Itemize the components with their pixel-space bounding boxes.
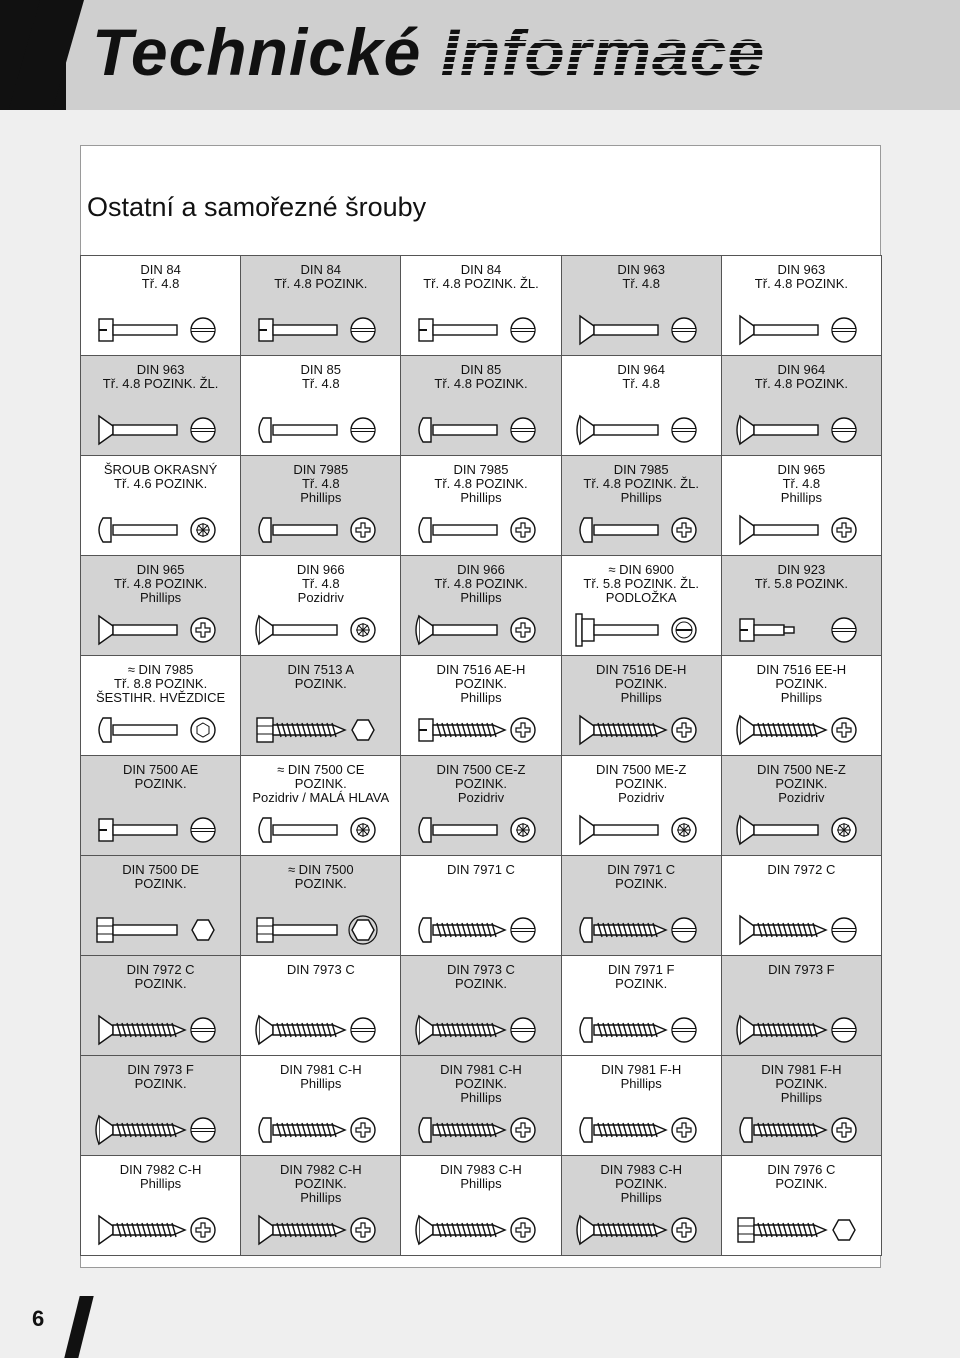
screw-label xyxy=(562,356,721,391)
pan-head-tapping-screw-icon xyxy=(562,1008,722,1052)
screw-label-line: DIN 7973 F xyxy=(768,962,835,977)
hex-flange-bolt-icon xyxy=(241,908,401,952)
screw-label-line: DIN 7981 F-H xyxy=(601,1062,682,1077)
screw-cell xyxy=(80,1155,241,1256)
screw-label xyxy=(241,756,400,805)
screw-cell xyxy=(400,455,561,556)
screw-label-line: Tř. 4.8 xyxy=(622,376,660,391)
screw-label xyxy=(241,556,400,605)
screw-label-line: DIN 7983 C-H xyxy=(600,1162,682,1177)
raised-countersunk-slotted-screw-icon xyxy=(722,408,882,452)
screw-cell xyxy=(240,355,401,456)
screw-cell xyxy=(561,955,722,1056)
screw-cell xyxy=(240,1155,401,1256)
screw-label-line: DIN 923 xyxy=(777,562,826,577)
screw-label-line: ≈ DIN 6900 xyxy=(608,562,675,577)
screw-label-line: Pozidriv xyxy=(618,790,665,805)
section-title: Ostatní a samořezné šrouby xyxy=(87,192,427,222)
screw-label xyxy=(401,456,560,505)
screw-label-line: POZINK. xyxy=(775,676,828,691)
countersunk-tapping-screw-icon xyxy=(722,908,882,952)
screw-cell xyxy=(721,355,882,456)
raised-countersunk-phillips-tapping-screw-icon xyxy=(401,1208,561,1252)
screw-label xyxy=(81,256,240,291)
screw-label-line: Tř. 5.8 POZINK. xyxy=(754,576,848,591)
screw-label xyxy=(241,256,400,291)
screw-label xyxy=(81,956,240,991)
screw-label-line: DIN 84 xyxy=(300,262,342,277)
page-header xyxy=(0,0,960,110)
screw-label-line: DIN 7982 C-H xyxy=(279,1162,362,1177)
pan-head-phillips-screw-icon xyxy=(241,508,401,552)
screw-label-line: Pozidriv xyxy=(297,590,344,605)
screw-label-line: DIN 7973 C xyxy=(286,962,355,977)
hex-head-tapping-screw-icon xyxy=(722,1208,882,1252)
screw-label-line: POZINK. xyxy=(615,676,668,691)
screw-label xyxy=(562,956,721,991)
screw-label-line: DIN 7983 C-H xyxy=(440,1162,522,1177)
screw-cell xyxy=(400,255,561,356)
screw-label xyxy=(401,956,560,991)
screw-label xyxy=(81,356,240,391)
screw-label xyxy=(81,756,240,791)
screw-label-line: DIN 7971 C xyxy=(447,862,515,877)
screw-label-line: DIN 966 xyxy=(296,562,345,577)
pan-head-phillips-tapping-screw-icon xyxy=(241,1108,401,1152)
screw-label-line: Phillips xyxy=(460,690,502,705)
screw-cell xyxy=(80,255,241,356)
screw-cell xyxy=(400,1155,561,1256)
screw-label-line: DIN 7981 C-H xyxy=(440,1062,522,1077)
screw-label-line: Tř. 5.8 POZINK. ŽL. xyxy=(583,576,699,591)
countersunk-tapping-screw-icon xyxy=(81,1008,241,1052)
screw-label-line: Tř. 4.8 POZINK. xyxy=(754,276,848,291)
screw-cell xyxy=(400,555,561,656)
screw-label-line: DIN 7500 AE xyxy=(123,762,199,777)
raised-countersunk-slotted-screw-icon xyxy=(562,408,722,452)
screw-label-line: DIN 965 xyxy=(136,562,185,577)
screw-cell xyxy=(80,555,241,656)
screw-label-line: DIN 963 xyxy=(136,362,185,377)
screw-label-line: Phillips xyxy=(460,490,502,505)
screw-label xyxy=(562,756,721,805)
screw-label-line: DIN 7982 C-H xyxy=(119,1162,202,1177)
screw-label-line: Tř. 8.8 POZINK. xyxy=(114,676,208,691)
screw-label-line: POZINK. xyxy=(615,976,668,991)
screw-label-line: Tř. 4.8 xyxy=(141,276,180,291)
screw-cell xyxy=(561,755,722,856)
screw-label-line: DIN 7972 C xyxy=(126,962,195,977)
screw-cell xyxy=(400,1055,561,1156)
screw-label xyxy=(722,556,881,591)
cheese-head-slotted-screw-icon xyxy=(81,808,241,852)
raised-countersunk-pozidriv-screw-icon xyxy=(722,808,882,852)
screw-label-line: POZINK. xyxy=(294,876,347,891)
screw-label-line: Phillips xyxy=(780,690,822,705)
screw-label-line: DIN 7516 DE-H xyxy=(596,662,687,677)
screw-label-line: ≈ DIN 7500 CE xyxy=(277,762,365,777)
screw-label-line: Phillips xyxy=(620,490,662,505)
screw-label-line: Phillips xyxy=(460,1176,502,1191)
screw-label-line: ŠROUB OKRASNÝ xyxy=(103,462,218,477)
screw-label-line: POZINK. xyxy=(775,1076,828,1091)
screw-label-line: DIN 7976 C xyxy=(767,1162,836,1177)
screw-cell xyxy=(721,255,882,356)
screw-label-line: Tř. 4.8 xyxy=(782,476,821,491)
screw-label-line: Tř. 4.8 POZINK. xyxy=(114,576,208,591)
screw-label xyxy=(722,456,881,505)
screw-label-line: DIN 85 xyxy=(460,362,502,377)
screw-cell xyxy=(400,655,561,756)
pan-head-phillips-screw-icon xyxy=(562,508,722,552)
screw-label-line: Pozidriv / MALÁ HLAVA xyxy=(252,790,390,805)
screw-label-line: DIN 7513 A xyxy=(287,662,355,677)
screw-cell xyxy=(80,755,241,856)
shoulder-slotted-screw-icon xyxy=(722,608,882,652)
screw-label-line: DIN 7516 AE-H xyxy=(436,662,526,677)
screw-label-line: DIN 7973 C xyxy=(447,962,515,977)
screw-label-line: POZINK. xyxy=(615,1176,668,1191)
countersunk-slotted-screw-icon xyxy=(81,408,241,452)
screw-cell xyxy=(400,955,561,1056)
screw-cell xyxy=(561,655,722,756)
screw-label-line: Tř. 4.8 POZINK. xyxy=(434,376,528,391)
screw-label-line: DIN 85 xyxy=(300,362,342,377)
screw-label xyxy=(562,456,721,505)
screw-label xyxy=(722,956,881,977)
screw-cell xyxy=(561,355,722,456)
raised-countersunk-tapping-screw-icon xyxy=(401,1008,561,1052)
countersunk-pozidriv-screw-icon xyxy=(562,808,722,852)
pan-head-slotted-screw-icon xyxy=(241,408,401,452)
screw-label xyxy=(401,256,560,291)
screw-label xyxy=(241,956,400,977)
screw-label xyxy=(241,356,400,391)
screw-label-line: DIN 7500 ME-Z xyxy=(596,762,687,777)
screw-label-line: DIN 7981 F-H xyxy=(761,1062,842,1077)
screw-label xyxy=(722,1156,881,1191)
screw-label-line: Tř. 4.8 POZINK. xyxy=(434,476,528,491)
screw-cell xyxy=(561,1055,722,1156)
screw-label xyxy=(81,556,240,605)
pan-head-phillips-tapping-screw-icon xyxy=(722,1108,882,1152)
screw-label-line: DIN 7981 C-H xyxy=(279,1062,362,1077)
screw-label-line: Tř. 4.8 xyxy=(301,476,340,491)
screw-label xyxy=(81,456,240,491)
screw-cell xyxy=(80,955,241,1056)
screw-label xyxy=(562,256,721,291)
screw-label-line: POZINK. xyxy=(454,776,507,791)
pan-head-phillips-screw-icon xyxy=(401,508,561,552)
screw-label-line: DIN 7500 NE-Z xyxy=(756,762,846,777)
screw-label-line: POZINK. xyxy=(615,876,668,891)
countersunk-thread-cutting-screw-icon xyxy=(562,708,722,752)
screw-label-line: DIN 965 xyxy=(777,462,826,477)
screw-label-line: Phillips xyxy=(620,1190,662,1205)
screw-cell xyxy=(80,355,241,456)
screw-label-line: Tř. 4.8 POZINK. ŽL. xyxy=(583,476,699,491)
screw-label xyxy=(722,256,881,291)
screw-label xyxy=(81,1156,240,1191)
screw-label-line: Tř. 4.8 POZINK. ŽL. xyxy=(423,276,539,291)
screw-label-line: ŠESTIHR. HVĚZDICE xyxy=(95,690,226,705)
countersunk-phillips-screw-icon xyxy=(722,508,882,552)
screw-label-line: Phillips xyxy=(140,590,182,605)
screw-label-line: Tř. 4.8 POZINK. xyxy=(434,576,528,591)
screw-cell xyxy=(240,555,401,656)
cheese-head-slotted-screw-icon xyxy=(81,308,241,352)
screw-cell xyxy=(80,855,241,956)
screw-with-washer-icon xyxy=(562,608,722,652)
pan-head-tapping-screw-icon xyxy=(562,908,722,952)
screw-label-line: DIN 7972 C xyxy=(767,862,836,877)
screw-label-line: POZINK. xyxy=(294,1176,347,1191)
screw-label xyxy=(722,1056,881,1105)
screw-label-line: DIN 7500 CE-Z xyxy=(436,762,526,777)
countersunk-slotted-screw-icon xyxy=(722,308,882,352)
cheese-head-slotted-screw-icon xyxy=(241,308,401,352)
raised-countersunk-tapping-screw-icon xyxy=(241,1008,401,1052)
screw-label-line: POZINK. xyxy=(615,776,668,791)
screw-label xyxy=(722,856,881,877)
screw-label-line: DIN 7985 xyxy=(453,462,509,477)
decorative-screw-icon xyxy=(81,508,241,552)
screw-label xyxy=(241,856,400,891)
screw-label-line: Tř. 4.8 xyxy=(301,576,340,591)
screw-label xyxy=(401,356,560,391)
screw-label-line: DIN 84 xyxy=(140,262,181,277)
screw-label-line: DIN 7500 DE xyxy=(122,862,199,877)
screw-cell xyxy=(240,955,401,1056)
screw-label xyxy=(722,356,881,391)
screw-cell xyxy=(240,855,401,956)
pan-head-slotted-screw-icon xyxy=(401,408,561,452)
screw-label-line: POZINK. xyxy=(775,1176,828,1191)
screw-label-line: Phillips xyxy=(140,1176,182,1191)
screw-label-line: POZINK. xyxy=(134,776,187,791)
countersunk-phillips-screw-icon xyxy=(81,608,241,652)
screw-label-line: Phillips xyxy=(460,1090,502,1105)
screw-cell xyxy=(561,1155,722,1256)
screw-label-line: Tř. 4.6 POZINK. xyxy=(114,476,208,491)
screw-label-line: POZINK. xyxy=(134,976,187,991)
screw-cell xyxy=(721,1155,882,1256)
screw-label xyxy=(241,656,400,691)
screw-cell xyxy=(80,455,241,556)
screw-label-line: Pozidriv xyxy=(778,790,825,805)
screw-cell xyxy=(240,655,401,756)
screw-label-line: Tř. 4.8 POZINK. xyxy=(754,376,848,391)
screw-label-line: DIN 963 xyxy=(617,262,666,277)
raised-countersunk-pozidriv-screw-icon xyxy=(241,608,401,652)
screw-label-line: Phillips xyxy=(620,690,662,705)
raised-countersunk-thread-cutting-screw-icon xyxy=(722,708,882,752)
screw-label xyxy=(401,756,560,805)
screw-label-line: POZINK. xyxy=(775,776,828,791)
screw-label-line: Tř. 4.8 POZINK. ŽL. xyxy=(102,376,219,391)
screw-cell xyxy=(80,1055,241,1156)
pan-head-phillips-tapping-screw-icon xyxy=(401,1108,561,1152)
pan-head-pozidriv-screw-icon xyxy=(241,808,401,852)
screw-cell xyxy=(721,455,882,556)
screw-label-line: Tř. 4.8 xyxy=(622,276,660,291)
pan-thread-cutting-screw-icon xyxy=(401,708,561,752)
screw-label-line: DIN 7985 xyxy=(293,462,349,477)
pan-head-pozidriv-screw-icon xyxy=(401,808,561,852)
screw-label xyxy=(722,656,881,705)
screw-label-line: POZINK. xyxy=(134,1076,187,1091)
screw-label-line: DIN 964 xyxy=(617,362,666,377)
screw-label xyxy=(562,656,721,705)
screw-label-line: POZINK. xyxy=(454,976,507,991)
screw-label xyxy=(562,556,721,605)
screw-label xyxy=(81,1056,240,1091)
page-title-word1: Technické xyxy=(92,15,422,89)
screw-cell xyxy=(721,655,882,756)
page-number-bar xyxy=(64,1296,93,1358)
screw-label-line: POZINK. xyxy=(294,676,347,691)
screw-label-line: ≈ DIN 7500 xyxy=(287,862,354,877)
screw-label-line: POZINK. xyxy=(294,776,347,791)
screw-cell xyxy=(561,555,722,656)
screw-label-line: DIN 84 xyxy=(460,262,502,277)
screw-cell xyxy=(240,455,401,556)
screw-label xyxy=(241,456,400,505)
screw-label-line: Phillips xyxy=(460,590,502,605)
pan-head-tapping-screw-icon xyxy=(401,908,561,952)
raised-countersunk-tapping-screw-icon xyxy=(81,1108,241,1152)
screw-label-line: Phillips xyxy=(300,1190,342,1205)
screw-label xyxy=(81,856,240,891)
screw-label xyxy=(562,1056,721,1091)
screw-label xyxy=(401,856,560,877)
screw-label xyxy=(401,656,560,705)
screw-label-line: Phillips xyxy=(300,1076,342,1091)
screw-label-line: DIN 966 xyxy=(457,562,505,577)
screw-cell xyxy=(561,855,722,956)
screw-label-line: PODLOŽKA xyxy=(605,590,677,605)
screw-label xyxy=(401,556,560,605)
screw-cell xyxy=(561,255,722,356)
screw-cell xyxy=(561,455,722,556)
screw-label-line: DIN 963 xyxy=(777,262,826,277)
cheese-head-slotted-screw-icon xyxy=(401,308,561,352)
screw-label-line: DIN 7985 xyxy=(613,462,669,477)
screw-label-line: DIN 7971 C xyxy=(607,862,676,877)
screw-label-line: Tř. 4.8 POZINK. xyxy=(274,276,368,291)
screw-cell xyxy=(721,1055,882,1156)
screw-label xyxy=(722,756,881,805)
raised-countersunk-phillips-tapping-screw-icon xyxy=(562,1208,722,1252)
screw-cell xyxy=(400,355,561,456)
screw-label xyxy=(401,1156,560,1191)
screw-label-line: Phillips xyxy=(780,490,822,505)
screw-label-line: DIN 7973 F xyxy=(127,1062,194,1077)
screw-label-line: Pozidriv xyxy=(457,790,505,805)
screw-label xyxy=(241,1156,400,1205)
screw-label xyxy=(562,1156,721,1205)
screw-label-line: Phillips xyxy=(300,490,342,505)
countersunk-phillips-tapping-screw-icon xyxy=(81,1208,241,1252)
screw-label-line: POZINK. xyxy=(454,1076,507,1091)
screw-label-line: POZINK. xyxy=(454,676,507,691)
screw-cell xyxy=(80,655,241,756)
page-title xyxy=(92,14,765,90)
screw-cell xyxy=(721,555,882,656)
page-number: 6 xyxy=(32,1306,45,1331)
screw-cell xyxy=(721,755,882,856)
countersunk-phillips-tapping-screw-icon xyxy=(241,1208,401,1252)
screw-label-line: DIN 7971 F xyxy=(607,962,675,977)
screw-cell xyxy=(721,955,882,1056)
screw-cell xyxy=(240,255,401,356)
screw-label xyxy=(241,1056,400,1091)
raised-countersunk-tapping-screw-icon xyxy=(722,1008,882,1052)
screw-label-line: Tř. 4.8 xyxy=(301,376,340,391)
page-title-word2: Informace xyxy=(440,15,766,89)
screw-cell xyxy=(240,755,401,856)
screw-label xyxy=(562,856,721,891)
screw-cell xyxy=(721,855,882,956)
screw-label-line: ≈ DIN 7985 xyxy=(127,662,194,677)
screw-label-line: POZINK. xyxy=(134,876,187,891)
screw-label-line: Phillips xyxy=(780,1090,822,1105)
screw-cell xyxy=(400,855,561,956)
screw-cell xyxy=(400,755,561,856)
screw-label-line: Phillips xyxy=(620,1076,662,1091)
torx-screw-icon xyxy=(81,708,241,752)
pan-head-phillips-tapping-screw-icon xyxy=(562,1108,722,1152)
screw-label-line: DIN 7516 EE-H xyxy=(756,662,847,677)
screw-label xyxy=(401,1056,560,1105)
hex-thread-cutting-screw-icon xyxy=(241,708,401,752)
raised-countersunk-phillips-screw-icon xyxy=(401,608,561,652)
screw-cell xyxy=(240,1055,401,1156)
countersunk-slotted-screw-icon xyxy=(562,308,722,352)
screw-label xyxy=(81,656,240,705)
hex-head-bolt-icon xyxy=(81,908,241,952)
screw-label-line: DIN 964 xyxy=(777,362,826,377)
